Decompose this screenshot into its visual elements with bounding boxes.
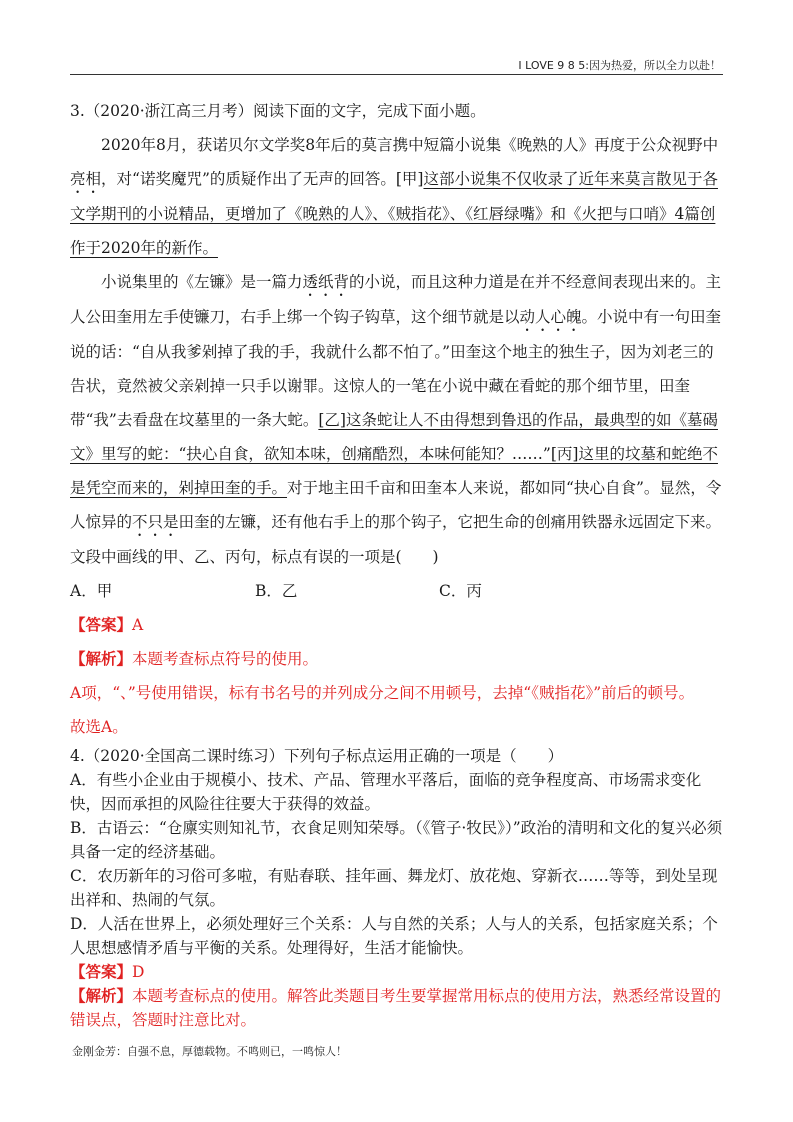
q3-p2-text-a: 小说集里的《左镰》是一篇力 (101, 273, 303, 291)
q3-p2-dotted-word-1: 透纸背 (302, 273, 350, 291)
document-body (70, 94, 723, 1032)
q3-p1-text-b: ，对“诺奖魔咒”的质疑作出了无声的回答。[甲] (101, 170, 424, 188)
q4-analysis (70, 984, 723, 1032)
q3-p2-text-e: 田奎的左镰，还有他右手上的那个钩子，它把生命的创痛用铁器永远固定下来。 (178, 513, 722, 531)
q4-analysis-label: 【解析】 (70, 986, 133, 1005)
q4-answer-label: 【答案】 (70, 962, 133, 981)
q4-answer (70, 960, 723, 984)
page-footer: 金刚金芳：自强不息，厚德载物。不鸣则已，一鸣惊人！ (72, 1045, 347, 1058)
q3-passage-paragraph-1 (70, 128, 723, 265)
q3-answer-value: A (132, 616, 144, 634)
q3-p2-dotted-word-3: 不只是 (132, 513, 179, 531)
q3-stem: 3.（2020·浙江高三月考）阅读下面的文字，完成下面小题。 (70, 102, 486, 120)
q3-passage-paragraph-2 (70, 265, 723, 540)
q3-p1-text-a: 2020年8月，获诺贝尔文学奖8年后的莫言携中短篇小说集《晚熟的人》再度于公众视野中 (101, 136, 719, 154)
q4-option-d: D．人活在世界上，必须处理好三个关系：人与自然的关系；人与人的关系，包括家庭关系；个人思想感情矛盾与平衡的关系。处理得好，生活才能愉快。 (70, 915, 718, 957)
q3-analysis-text-2: A项，“、”号使用错误，标有书名号的并列成分之间不用顿号，去掉“《贼指花》”前后的顿号。 (70, 684, 695, 702)
question-3 (70, 94, 723, 744)
q4-stem: 4.（2020·全国高二课时练习）下列句子标点运用正确的一项是（ ） (70, 747, 564, 765)
q3-analysis-label: 【解析】 (70, 649, 133, 668)
q3-sentence-jia: 这部小说集不仅收录了近年来莫言散见于各文学期刊的小说精品，更增加了《晚熟的人》、《贼指花》、《红唇绿嘴》和《火把与口哨》4篇创作于2020年的新作。 (70, 170, 718, 257)
header-slogan: I LOVE 9 8 5:因为热爱，所以全力以赴！ (518, 59, 721, 72)
header-rule (70, 74, 723, 75)
q3-sentence-yi-bing: [乙]这条蛇让人不由得想到鲁迅的作品，最典型的如《墓碣文》里写的蛇：“抉心自食，欲知本味，创痛酷烈，本味何能知？……”[丙]这里的坟墓和蛇绝不是凭空而来的，剁掉田奎的手。 (70, 411, 718, 497)
q3-option-b: B．乙 (255, 582, 298, 600)
q3-answer (70, 608, 723, 642)
q3-options (70, 574, 723, 608)
q3-p2-text-b: 的小说，而且这种力道是在并不经意间表现出来的。主人公田奎用左手使镰刀，右手上绑一个钩子钩草，这个细节就是以 (70, 273, 722, 326)
q3-option-c: C．丙 (439, 582, 482, 600)
q3-analysis-text-1: 本题考查标点符号的使用。 (132, 650, 319, 668)
q4-option-b: B．古语云：“仓廪实则知礼节，衣食足则知荣辱。（《管子·牧民》）”政治的清明和文化的复兴必须具备一定的经济基础。 (70, 819, 723, 861)
q4-answer-value: D (132, 963, 145, 981)
q3-option-a: A．甲 (70, 582, 113, 600)
q4-option-c: C．农历新年的习俗可多啦，有贴春联、挂年画、舞龙灯、放花炮、穿新衣……等等，到处呈现出祥和、热闹的气氛。 (70, 867, 718, 909)
question-4 (70, 744, 723, 1032)
q3-analysis-text-3: 故选A。 (70, 718, 128, 736)
q3-p2-text-c: 。小说中有一句田奎说的话：“自从我爹剁掉了我的手，我就什么都不怕了。”田奎这个地主的独生子，因为刘老三的告状，竟然被父亲剁掉一只手以谢罪。这惊人的一笔在小说中藏在看蛇的那个细节里，田奎带“我”去看盘在坟墓里的一条大蛇。 (70, 308, 722, 429)
q3-analysis (70, 642, 723, 676)
q3-question: 文段中画线的甲、乙、丙句，标点有误的一项是( ) (70, 548, 439, 566)
q4-analysis-text: 本题考查标点的使用。解答此类题目考生要掌握常用标点的使用方法，熟悉经常设置的错误点，答题时注意比对。 (70, 987, 722, 1029)
q3-p2-text-d: 对于地主田千亩和田奎本人来说，都如同“抉心自食”。显然，令人惊异的 (70, 479, 722, 531)
q3-answer-label: 【答案】 (70, 615, 133, 634)
q3-p2-dotted-word-2: 动人心魄 (519, 308, 582, 326)
q3-p1-dotted-word: 亮相 (70, 170, 102, 188)
q4-option-a: A．有些小企业由于规模小、技术、产品、管理水平落后，面临的竞争程度高、市场需求变化快，因而承担的风险往往要大于获得的效益。 (70, 771, 702, 813)
